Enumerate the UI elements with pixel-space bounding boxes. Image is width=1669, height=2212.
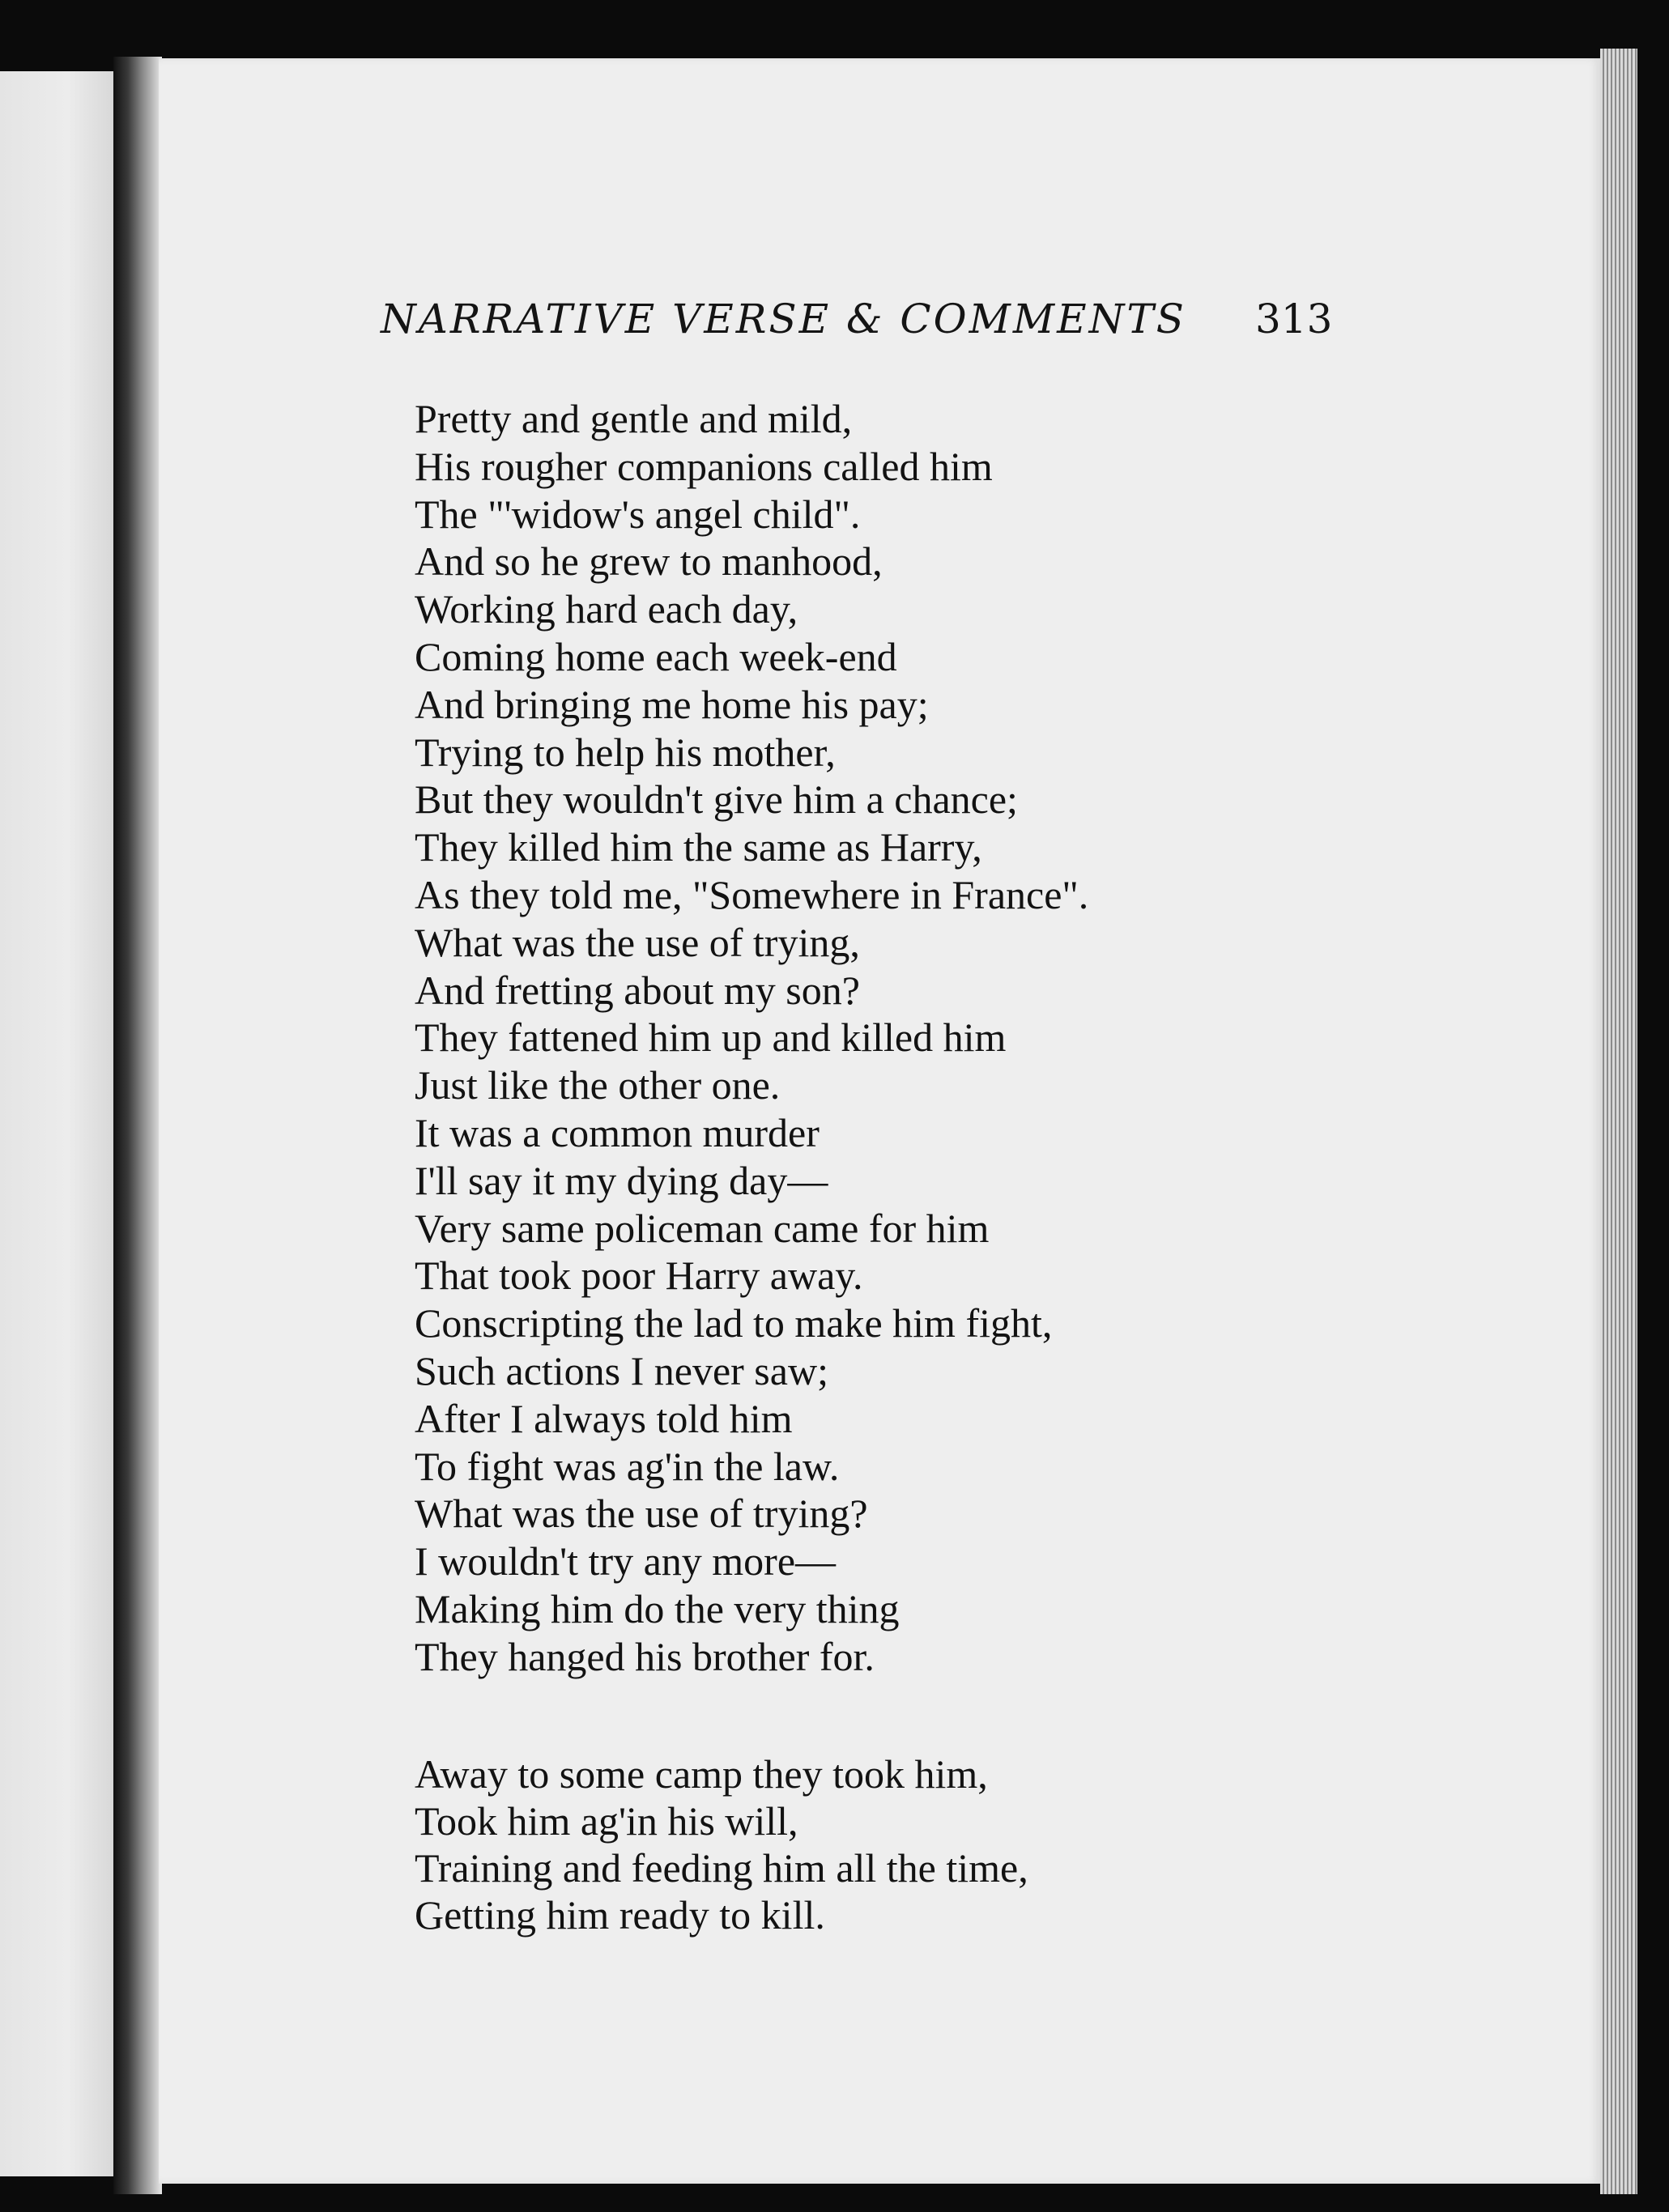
- verse-line: The "'widow's angel child".: [415, 491, 861, 537]
- verse-line: And fretting about my son?: [415, 967, 860, 1013]
- verse-line: Very same policeman came for him: [415, 1205, 990, 1251]
- verse-line: What was the use of trying?: [415, 1491, 868, 1537]
- verse-line: Away to some camp they took him,: [415, 1750, 988, 1797]
- verse-line: Just like the other one.: [415, 1062, 781, 1108]
- stanza-1: [415, 395, 1386, 1681]
- verse-line: Training and feeding him all the time,: [415, 1844, 1028, 1891]
- page-number: 313: [1255, 296, 1333, 342]
- verse-line: His rougher companions called him: [415, 443, 993, 489]
- verse-line: Getting him ready to kill.: [415, 1891, 825, 1938]
- verse-line: After I always told him: [415, 1395, 793, 1441]
- verse-line: That took poor Harry away.: [415, 1253, 863, 1299]
- verse-line: And bringing me home his pay;: [415, 681, 929, 727]
- verse-line: What was the use of trying,: [415, 919, 860, 965]
- verse-line: And so he grew to manhood,: [415, 538, 883, 585]
- verse-line: They killed him the same as Harry,: [415, 824, 982, 870]
- verse-line: It was a common murder: [415, 1109, 820, 1155]
- verse-line: Making him do the very thing: [415, 1585, 900, 1631]
- verse-line: As they told me, "Somewhere in France".: [415, 871, 1089, 917]
- book-gutter: [113, 57, 162, 2194]
- verse-line: Pretty and gentle and mild,: [415, 396, 853, 441]
- verse-line: But they wouldn't give him a chance;: [415, 776, 1018, 823]
- verse-text: [415, 395, 1386, 1938]
- verse-line: Working hard each day,: [415, 586, 798, 632]
- verse-line: They hanged his brother for.: [415, 1633, 875, 1679]
- verse-line: Such actions I never saw;: [415, 1347, 828, 1393]
- stanza-break: [415, 1681, 1386, 1750]
- verse-line: Conscripting the lad to make him fight,: [415, 1300, 1053, 1346]
- verse-line: They fattened him up and killed him: [415, 1015, 1007, 1061]
- verse-line: Coming home each week-end: [415, 633, 897, 679]
- verse-line: To fight was ag'in the law.: [415, 1443, 840, 1489]
- running-head: NARRATIVE VERSE & COMMENTS: [381, 296, 1186, 342]
- verse-line: Took him ag'in his will,: [415, 1797, 798, 1844]
- verse-line: Trying to help his mother,: [415, 729, 836, 775]
- page-stack-edges: [1600, 49, 1637, 2194]
- stanza-2: [415, 1750, 1386, 1938]
- verse-line: I wouldn't try any more—: [415, 1538, 837, 1585]
- facing-page-edge: [0, 71, 113, 2176]
- verse-line: I'll say it my dying day—: [415, 1157, 828, 1203]
